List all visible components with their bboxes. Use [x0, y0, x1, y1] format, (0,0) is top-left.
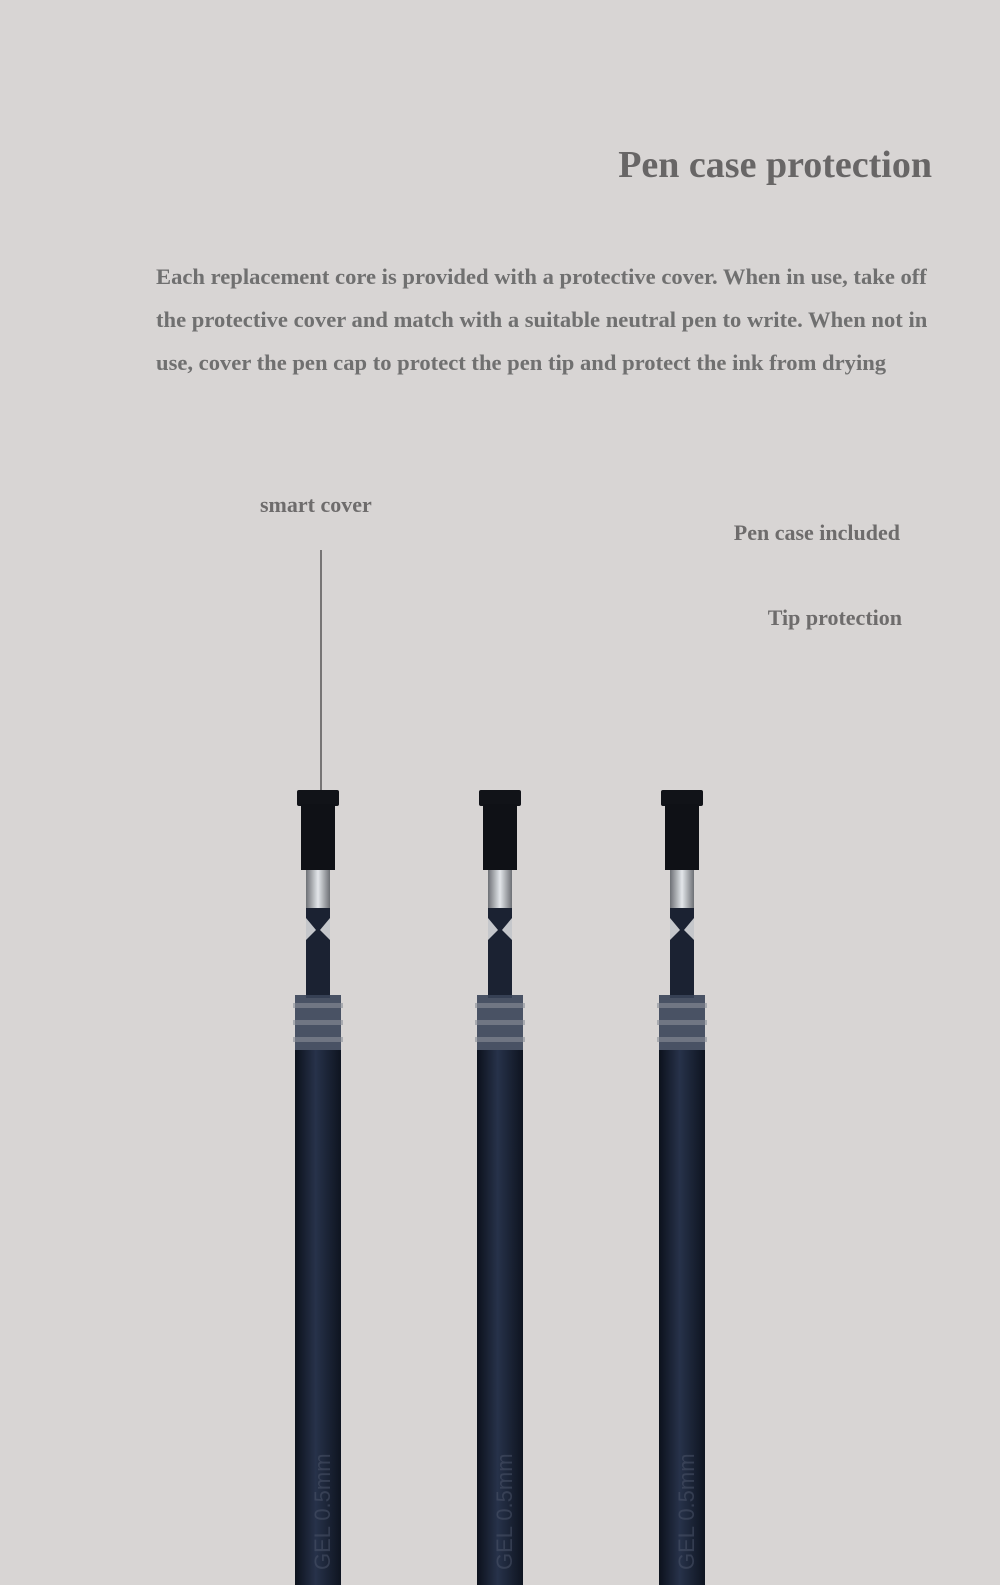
pen-refill-1: [292, 790, 352, 1585]
description-text: Each replacement core is provided with a protective cover. When in use, take off the protective cover and match with a suitable neutral pen to write. When not in use, cover the pen cap to protect the pen tip and protect the ink from drying: [156, 264, 928, 375]
barrel-imprint: GEL 0.5mm: [674, 1453, 699, 1570]
barrel-imprint: GEL 0.5mm: [492, 1453, 517, 1570]
pen-refill-2: [474, 790, 534, 1585]
pen-refill-3: [656, 790, 716, 1585]
smart-cover-label: smart cover: [260, 492, 372, 517]
barrel-imprint: GEL 0.5mm: [310, 1453, 335, 1570]
pen-refill-3-graphic: [656, 790, 716, 1585]
pen-refill-2-graphic: [474, 790, 534, 1585]
smart-cover-leader-line: [320, 550, 322, 825]
pen-case-label: Pen case included: [733, 520, 900, 545]
page-title: Pen case protection: [618, 144, 932, 186]
pen-refill-1-graphic: [292, 790, 352, 1585]
tip-protection-label: Tip protection: [767, 605, 902, 630]
